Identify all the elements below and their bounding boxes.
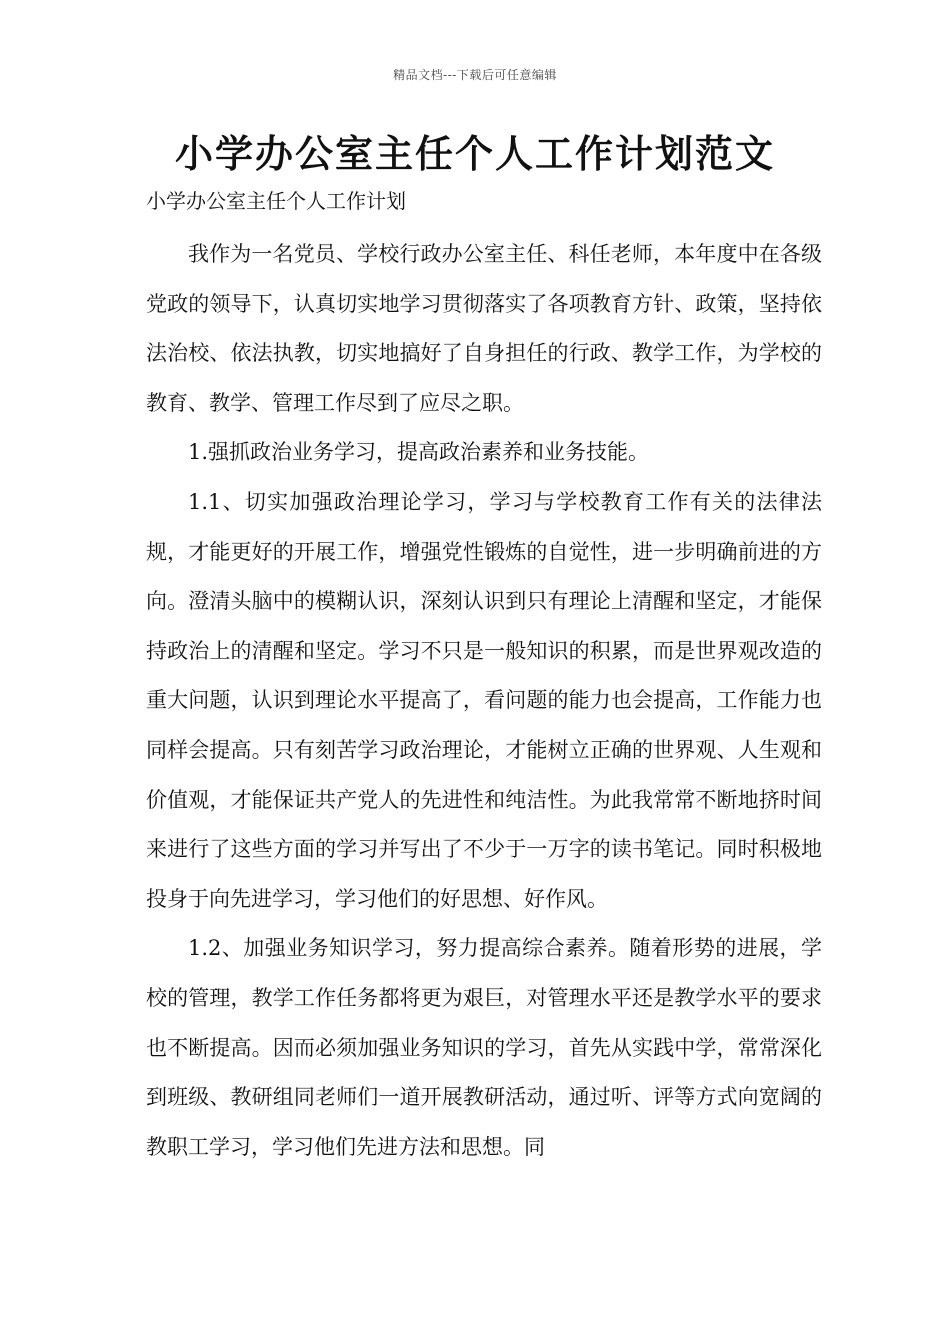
document-subtitle: 小学办公室主任个人工作计划: [146, 189, 406, 213]
paragraph-section-1: 1.强抓政治业务学习，提高政治素养和业务技能。: [188, 440, 650, 465]
paragraph-section-1-2: 1.2、加强业务知识学习，努力提高综合素养。随着形势的进展，学校的管理，教学工作任务都将更为艰巨，对管理水平还是教学水平的要求也不断提高。因而必须加强业务知识的学习，首先从实践中学，常常深化到班级、教研组同老师们一道开展教研活动，通过听、评等方式向宽阔的教职工学习，学习他们先进方法和思想。同: [146, 936, 822, 1159]
document-title: 小学办公室主任个人工作计划范文: [174, 131, 775, 176]
document-body: [146, 230, 822, 1172]
header-note: 精品文档---下载后可任意编辑: [393, 68, 557, 82]
paragraph-section-1-1: 1.1、切实加强政治理论学习，学习与学校教育工作有关的法律法规，才能更好的开展工作，增强党性锻炼的自觉性，进一步明确前进的方向。澄清头脑中的模糊认识，深刻认识到只有理论上清醒和坚定，才能保持政治上的清醒和坚定。学习不只是一般知识的积累，而是世界观改造的重大问题，认识到理论水平提高了，看问题的能力也会提高，工作能力也同样会提高。只有刻苦学习政治理论，才能树立正确的世界观、人生观和价值观，才能保证共产党人的先进性和纯洁性。为此我常常不断地挤时间来进行了这些方面的学习并写出了不少于一万字的读书笔记。同时积极地投身于向先进学习，学习他们的好思想、好作风。: [146, 489, 822, 911]
paragraph-intro: 我作为一名党员、学校行政办公室主任、科任老师，本年度中在各级党政的领导下，认真切实地学习贯彻落实了各项教育方针、政策，坚持依法治校、依法执教，切实地搞好了自身担任的行政、教学工作，为学校的教育、教学、管理工作尽到了应尽之职。: [146, 242, 822, 415]
